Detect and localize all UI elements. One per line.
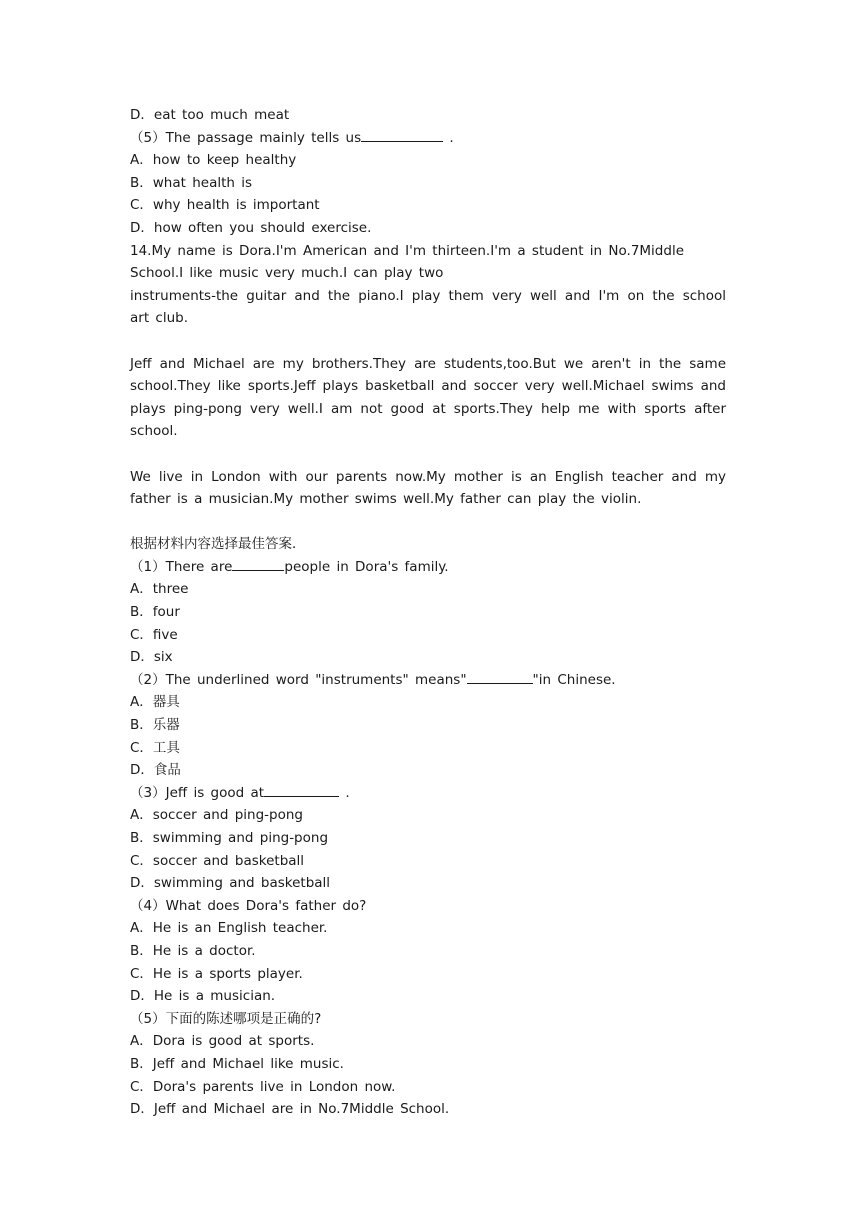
option-d: D．Jeff and Michael are in No.7Middle School. — [130, 1101, 450, 1118]
option-c: C．five — [130, 626, 178, 643]
question-stem: （5）The passage mainly tells us . — [130, 127, 726, 150]
option-d: D．swimming and basketball — [130, 875, 331, 892]
instruction: 根据材料内容选择最佳答案． — [130, 536, 306, 553]
option-a: A．器具 — [130, 694, 180, 711]
document-content — [130, 104, 726, 1121]
paragraph-gap — [130, 443, 726, 466]
question-stem: （2）The underlined word "instruments" means" "in Chinese. — [130, 669, 726, 692]
paragraph-gap — [130, 511, 726, 534]
question-stem: （4）What does Dora's father do? — [130, 897, 367, 914]
option-a: A．three — [130, 581, 189, 598]
option-d: D．食品 — [130, 762, 181, 779]
option-a: A．He is an English teacher. — [130, 920, 328, 937]
option-c: C．soccer and basketball — [130, 852, 305, 869]
option-c: C．工具 — [130, 739, 180, 756]
answer-blank — [361, 127, 443, 142]
option-d: D．eat too much meat — [130, 107, 290, 123]
option-b: B．swimming and ping-pong — [130, 830, 329, 846]
answer-blank — [467, 669, 533, 684]
passage-paragraph: Jeff and Michael are my brothers.They are students,too.But we aren't in the same school.They like sports.Jeff plays basketball and soccer very well.Michael swims and plays ping-pong very well.I am not good at sports.They help me with sports after school. — [130, 355, 726, 440]
option-d: D．how often you should exercise. — [130, 219, 372, 236]
answer-blank — [232, 556, 284, 571]
question-stem: （1）There are people in Dora's family. — [130, 556, 726, 579]
passage-paragraph: instruments-the guitar and the piano.I play them very well and I'm on the school art club. — [130, 287, 726, 327]
question-stem: （3）Jeff is good at . — [130, 782, 726, 805]
option-c: C．Dora's parents live in London now. — [130, 1078, 396, 1095]
paragraph-gap — [130, 330, 726, 353]
option-d: D．He is a musician. — [130, 988, 276, 1005]
passage-paragraph: We live in London with our parents now.My mother is an English teacher and my father is a musician.My mother swims well.My father can play the violin. — [130, 468, 726, 508]
option-b: B．乐器 — [130, 717, 180, 734]
option-c: C．why health is important — [130, 197, 320, 214]
option-b: B．four — [130, 604, 180, 621]
answer-blank — [264, 782, 339, 797]
option-a: A．soccer and ping-pong — [130, 807, 303, 824]
question-stem: （5）下面的陈述哪项是正确的? — [130, 1010, 322, 1027]
option-c: C．He is a sports player. — [130, 965, 303, 982]
option-a: A．Dora is good at sports. — [130, 1033, 315, 1050]
option-b: B．what health is — [130, 174, 253, 191]
passage-line: School.I like music very much.I can play two — [130, 265, 444, 282]
option-a: A．how to keep healthy — [130, 152, 297, 169]
option-b: B．Jeff and Michael like music. — [130, 1055, 344, 1072]
passage-line: 14.My name is Dora.I'm American and I'm thirteen.I'm a student in No.7Middle — [130, 242, 685, 259]
option-d: D．six — [130, 649, 173, 666]
option-b: B．He is a doctor. — [130, 942, 256, 959]
